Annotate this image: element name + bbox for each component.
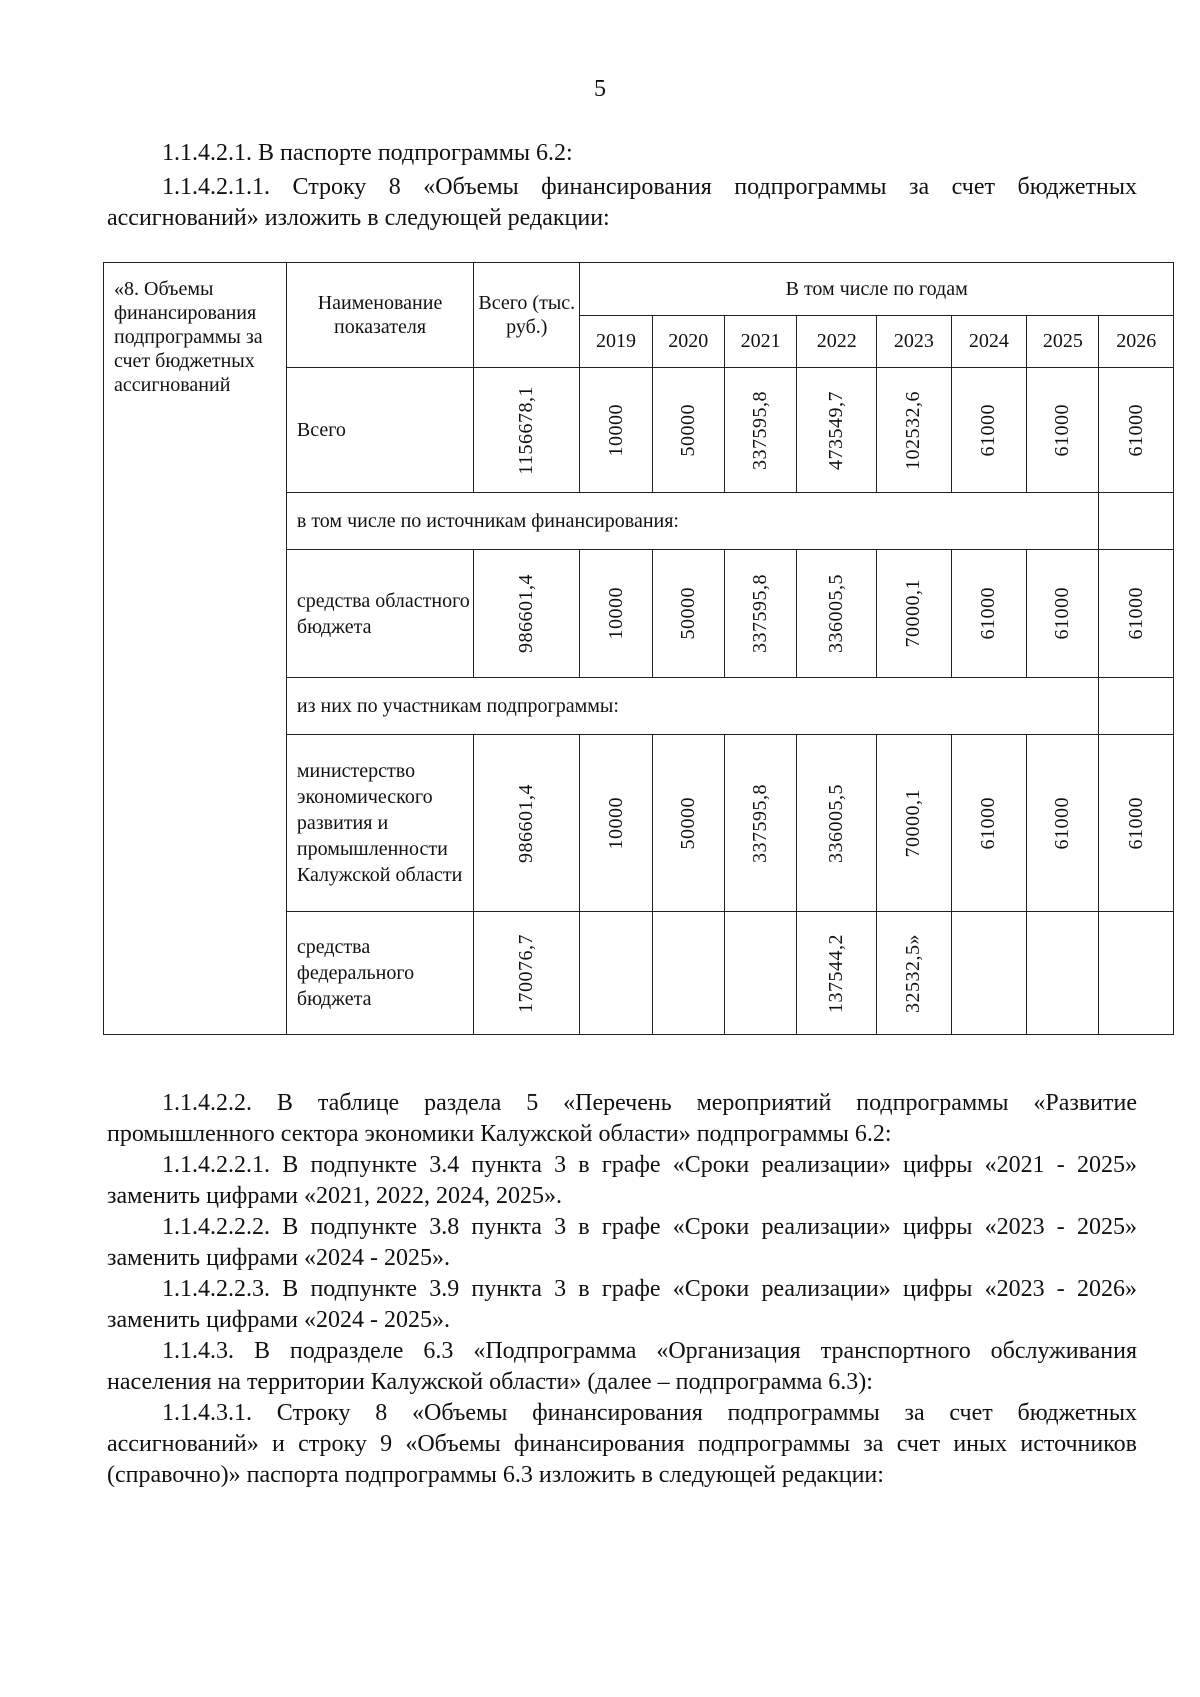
value-cell [580, 912, 652, 1035]
empty-cell [1099, 493, 1174, 550]
value-cell: 10000 [580, 550, 652, 678]
value-cell: 10000 [580, 368, 652, 493]
value-cell: 61000 [1027, 550, 1099, 678]
year-header: 2026 [1099, 316, 1174, 368]
row-total: 170076,7 [474, 912, 580, 1035]
value-cell: 61000 [1099, 735, 1174, 912]
outro-paragraph-6: 1.1.4.3.1. Строку 8 «Объемы финансирования подпрограммы за счет бюджетных ассигнований» и строку 9 «Объемы финансирования подпрограммы за счет иных источников (справочно)» паспорта подпрограммы 6.3 изложить в следующей редакции: [107, 1400, 1137, 1488]
row-total: 1156678,1 [474, 368, 580, 493]
value-cell: 336005,5 [797, 735, 877, 912]
row-total: 986601,4 [474, 735, 580, 912]
table-row-label: «8. Объемы финансирования подпрограммы за счет бюджетных ассигнований [104, 263, 287, 1035]
value-cell: 61000 [1027, 735, 1099, 912]
intro-paragraph-1: 1.1.4.2.1. В паспорте подпрограммы 6.2: [162, 140, 573, 166]
value-cell: 50000 [652, 735, 724, 912]
outro-paragraph-5: 1.1.4.3. В подразделе 6.3 «Подпрограмма «Организация транспортного обслуживания населения на территории Калужской области» (далее – подпрограмма 6.3): [107, 1338, 1137, 1395]
year-header: 2021 [724, 316, 796, 368]
value-cell [951, 912, 1027, 1035]
value-cell: 50000 [652, 368, 724, 493]
row-name: министерство экономического развития и промышленности Калужской области [286, 735, 473, 912]
value-cell: 50000 [652, 550, 724, 678]
value-cell: 337595,8 [724, 735, 796, 912]
section-label: из них по участникам подпрограммы: [286, 678, 1099, 735]
value-cell: 70000,1 [877, 735, 951, 912]
value-cell: 61000 [1099, 368, 1174, 493]
year-header: 2020 [652, 316, 724, 368]
year-header: 2022 [797, 316, 877, 368]
year-header: 2023 [877, 316, 951, 368]
value-cell: 473549,7 [797, 368, 877, 493]
value-cell: 10000 [580, 735, 652, 912]
value-cell: 102532,6 [877, 368, 951, 493]
value-cell [652, 912, 724, 1035]
page-number: 5 [594, 76, 606, 102]
outro-paragraph-3: 1.1.4.2.2.2. В подпункте 3.8 пункта 3 в графе «Сроки реализации» цифры «2023 - 2025» заменить цифрами «2024 - 2025». [107, 1214, 1137, 1271]
row-name: средства федерального бюджета [286, 912, 473, 1035]
header-name: Наименование показателя [286, 263, 473, 368]
outro-block [107, 1088, 1137, 1491]
value-cell: 61000 [951, 735, 1027, 912]
year-header: 2024 [951, 316, 1027, 368]
row-total: 986601,4 [474, 550, 580, 678]
outro-paragraph-1: 1.1.4.2.2. В таблице раздела 5 «Перечень мероприятий подпрограммы «Развитие промышленного сектора экономики Калужской области» подпрограммы 6.2: [107, 1090, 1137, 1147]
intro-paragraph-2: 1.1.4.2.1.1. Строку 8 «Объемы финансирования подпрограммы за счет бюджетных ассигнований» изложить в следующей редакции: [107, 174, 1137, 231]
financing-table [103, 262, 1174, 1035]
value-cell: 61000 [1099, 550, 1174, 678]
outro-paragraph-2: 1.1.4.2.2.1. В подпункте 3.4 пункта 3 в графе «Сроки реализации» цифры «2021 - 2025» заменить цифрами «2021, 2022, 2024, 2025». [107, 1152, 1137, 1209]
header-years: В том числе по годам [580, 263, 1174, 316]
empty-cell [1099, 678, 1174, 735]
value-cell [1099, 912, 1174, 1035]
value-cell: 137544,2 [797, 912, 877, 1035]
value-cell: 336005,5 [797, 550, 877, 678]
value-cell: 61000 [1027, 368, 1099, 493]
value-cell: 61000 [951, 368, 1027, 493]
value-cell: 32532,5» [877, 912, 951, 1035]
outro-paragraph-4: 1.1.4.2.2.3. В подпункте 3.9 пункта 3 в графе «Сроки реализации» цифры «2023 - 2026» заменить цифрами «2024 - 2025». [107, 1276, 1137, 1333]
value-cell: 61000 [951, 550, 1027, 678]
row-name: Всего [286, 368, 473, 493]
value-cell: 337595,8 [724, 550, 796, 678]
value-cell: 337595,8 [724, 368, 796, 493]
header-total: Всего (тыс. руб.) [474, 263, 580, 368]
value-cell: 70000,1 [877, 550, 951, 678]
value-cell [1027, 912, 1099, 1035]
row-name: средства областного бюджета [286, 550, 473, 678]
year-header: 2019 [580, 316, 652, 368]
year-header: 2025 [1027, 316, 1099, 368]
section-label: в том числе по источникам финансирования: [286, 493, 1099, 550]
value-cell [724, 912, 796, 1035]
